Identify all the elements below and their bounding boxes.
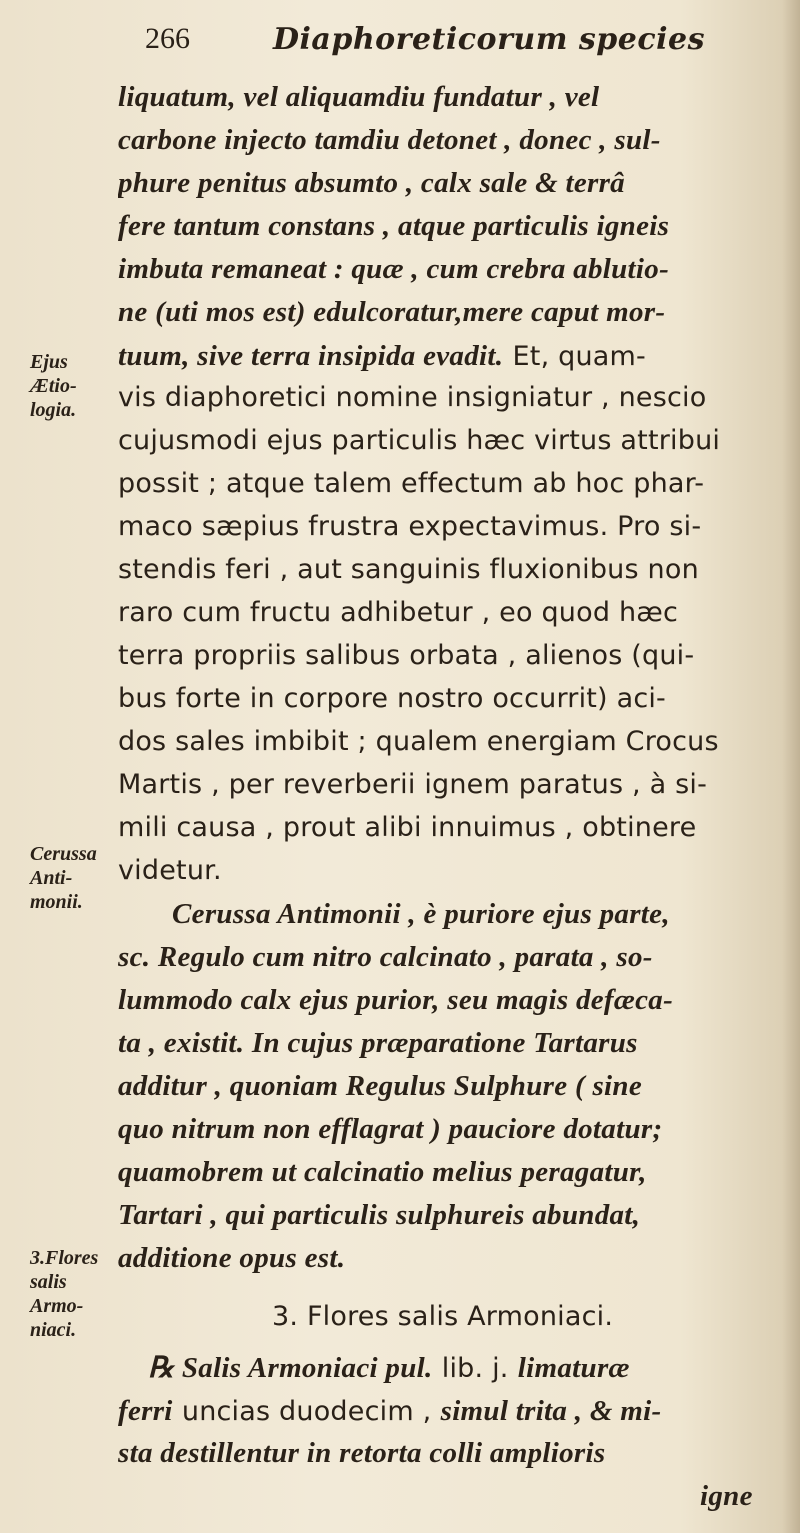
text-fragment: limaturæ [517, 1352, 630, 1384]
text-line-28: additione opus est. [118, 1242, 346, 1274]
text-line-12: stendis feri , aut sanguinis fluxionibus non [118, 554, 699, 585]
text-line-2: carbone injecto tamdiu detonet , donec , sul- [118, 124, 661, 156]
text-fragment: lib. j. [441, 1353, 509, 1384]
margin-note-line: logia. [30, 399, 77, 421]
text-line-25: quo nitrum non efflagrat ) pauciore dotatur; [118, 1113, 663, 1145]
text-line-1: liquatum, vel aliquamdiu fundatur , vel [118, 81, 600, 113]
text-line-15: bus forte in corpore nostro occurrit) aci- [118, 683, 667, 714]
text-line-18: mili causa , prout alibi innuimus , obtinere [118, 812, 697, 843]
text-line-7 [118, 334, 770, 376]
text-fragment: tuum, sive terra insipida evadit. [118, 340, 504, 372]
margin-note-line: 3.Flores [30, 1247, 99, 1269]
text-fragment: ferri [118, 1395, 173, 1427]
margin-note-line: Armo- [30, 1295, 84, 1317]
margin-note-line: Ejus [30, 351, 68, 373]
page-number: 266 [145, 22, 190, 55]
text-fragment: uncias duodecim , [181, 1396, 432, 1427]
margin-note-line: Anti- [30, 867, 73, 889]
text-line-5: imbuta remaneat : quæ , cum crebra ablutio- [118, 253, 670, 285]
section-heading-flores: 3. Flores salis Armoniaci. [272, 1301, 614, 1332]
text-line-4: fere tantum constans , atque particulis igneis [118, 210, 670, 242]
text-line-8: vis diaphoretici nomine insigniatur , nescio [118, 382, 707, 413]
margin-note-line: salis [30, 1271, 67, 1293]
text-line-22: lummodo calx ejus purior, seu magis defæca- [118, 984, 674, 1016]
margin-note-line: niaci. [30, 1319, 77, 1341]
margin-note-line: Ætio- [30, 375, 77, 397]
page-edge-shadow [782, 0, 800, 1533]
running-title: Diaphoreticorum species [273, 22, 705, 57]
text-line-20: Cerussa Antimonii , è puriore ejus parte, [172, 898, 670, 930]
text-fragment: ℞ Salis Armoniaci pul. [148, 1352, 433, 1384]
text-line-16: dos sales imbibit ; qualem energiam Crocus [118, 726, 719, 757]
catchword: igne [700, 1480, 753, 1512]
text-line-13: raro cum fructu adhibetur , eo quod hæc [118, 597, 679, 628]
text-line-9: cujusmodi ejus particulis hæc virtus attribui [118, 425, 721, 456]
margin-note-ejus-aetiologia [30, 350, 120, 422]
text-line-6: ne (uti mos est) edulcoratur,mere caput mor- [118, 296, 666, 328]
text-line-recipe-3: sta destillentur in retorta colli amplioris [118, 1437, 606, 1469]
page-header [145, 22, 765, 62]
text-fragment: simul trita , & mi- [440, 1395, 662, 1427]
text-line-17: Martis , per reverberii ignem paratus , à si- [118, 769, 708, 800]
text-line-24: additur , quoniam Regulus Sulphure ( sine [118, 1070, 642, 1102]
text-fragment: Et, quam- [512, 341, 646, 372]
margin-note-cerussa-antimonii [30, 842, 120, 914]
text-line-21: sc. Regulo cum nitro calcinato , parata , so- [118, 941, 653, 973]
text-line-10: possit ; atque talem effectum ab hoc phar- [118, 468, 705, 499]
text-line-27: Tartari , qui particulis sulphureis abundat, [118, 1199, 641, 1231]
text-line-11: maco sæpius frustra expectavimus. Pro si- [118, 511, 702, 542]
text-line-26: quamobrem ut calcinatio melius peragatur, [118, 1156, 647, 1188]
margin-note-line: Cerussa [30, 843, 97, 865]
text-line-recipe-2 [118, 1389, 770, 1431]
text-line-14: terra propriis salibus orbata , alienos (qui- [118, 640, 695, 671]
text-line-23: ta , existit. In cujus præparatione Tartarus [118, 1027, 638, 1059]
margin-note-flores-salis [30, 1246, 120, 1342]
text-line-recipe-1 [148, 1346, 772, 1388]
margin-note-line: monii. [30, 891, 83, 913]
text-line-19: videtur. [118, 855, 222, 886]
text-line-3: phure penitus absumto , calx sale & terrâ [118, 167, 625, 199]
